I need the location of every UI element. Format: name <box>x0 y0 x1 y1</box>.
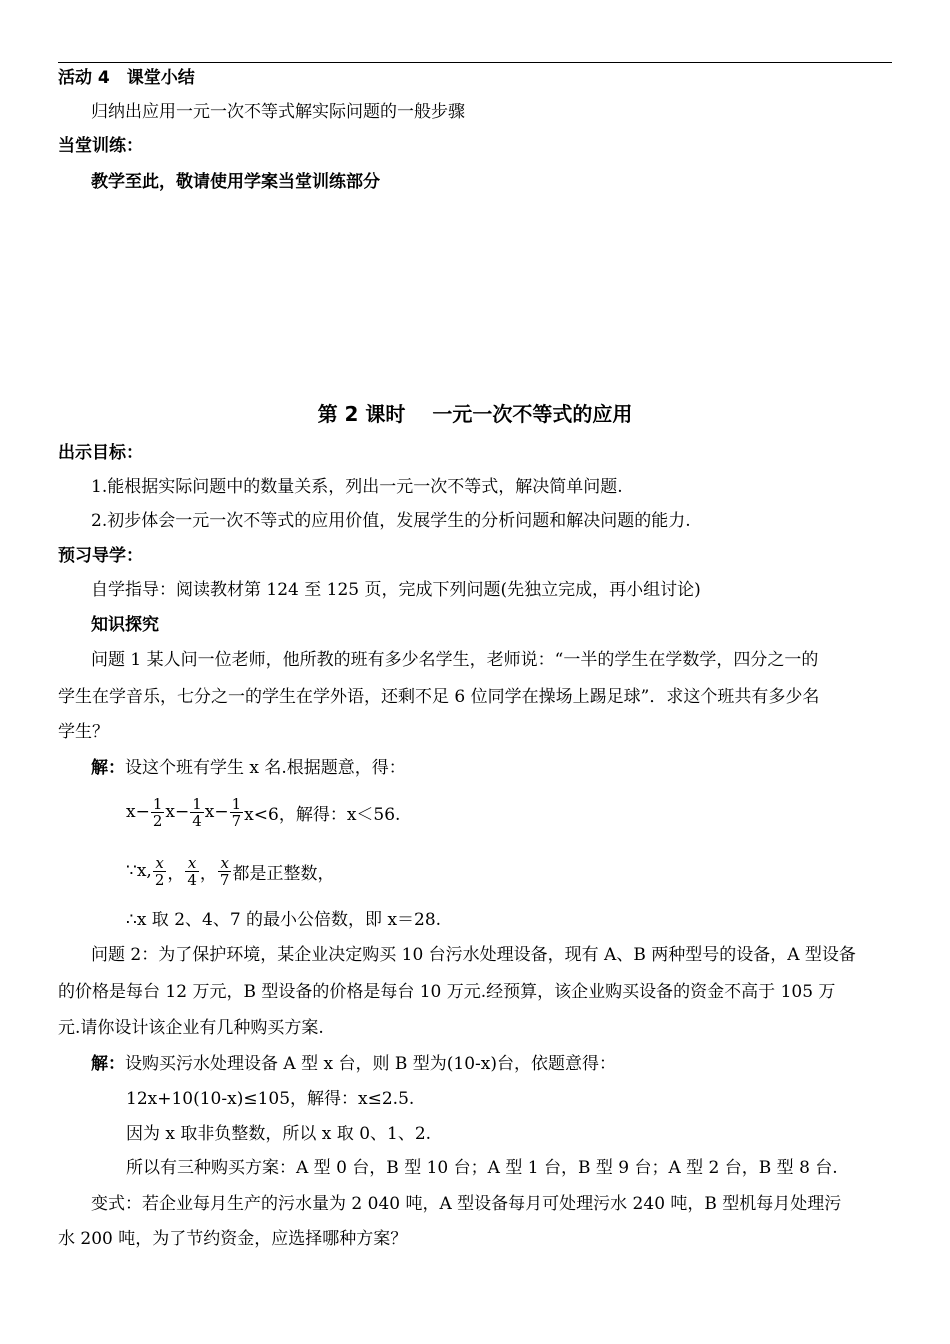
fraction-x-quarter: $\frac{x}{4}$ <box>187 853 197 889</box>
eq-result: x<6，解得：x＜56. <box>244 804 401 825</box>
variant-line2: 水 200 吨，为了节约资金，应选择哪种方案？ <box>58 1229 408 1249</box>
eq-term-1: x− <box>126 802 150 822</box>
training-heading: 当堂训练： <box>58 136 143 156</box>
problem2-line1: 问题 2：为了保护环境，某企业决定购买 10 台污水处理设备，现有 A、B 两种型号的设备，A 型设备 <box>91 945 856 965</box>
because-statement <box>126 851 334 891</box>
goal-2: 2.初步体会一元一次不等式的应用价值，发展学生的分析问题和解决问题的能力. <box>91 511 691 531</box>
problem2-plans: 所以有三种购买方案：A 型 0 台，B 型 10 台；A 型 1 台，B 型 9 台；A 型 2 台，B 型 8 台. <box>126 1158 838 1178</box>
problem2-inequality: 12x+10(10-x)≤105，解得：x≤2.5. <box>126 1089 415 1109</box>
fraction-x-seventh: $\frac{x}{7}$ <box>219 853 230 889</box>
solution-text: 设购买污水处理设备 A 型 x 台，则 B 型为(10-x)台，依题意得： <box>125 1054 617 1074</box>
problem1-line3: 学生？ <box>58 722 109 742</box>
comma: ， <box>167 863 185 884</box>
fraction-one-half: $\frac{1}{2}$ <box>152 794 163 830</box>
solution-label: 解： <box>91 758 125 778</box>
problem2-nonnegative: 因为 x 取非负整数，所以 x 取 0、1、2. <box>126 1124 432 1144</box>
problem2-line3: 元.请你设计该企业有几种购买方案. <box>58 1018 324 1038</box>
solution-text: 设这个班有学生 x 名.根据题意，得： <box>125 758 406 778</box>
eq-term-3: x− <box>204 802 229 822</box>
variant-line1: 变式：若企业每月生产的污水量为 2 040 吨，A 型设备每月可处理污水 240 吨，B 型机每月处理污 <box>91 1194 842 1214</box>
eq-term-2: x− <box>165 802 190 822</box>
activity-summary: 归纳出应用一元一次不等式解实际问题的一般步骤 <box>91 102 465 122</box>
lesson-title: 第 2 课时 一元一次不等式的应用 <box>317 402 633 426</box>
knowledge-heading: 知识探究 <box>91 615 159 635</box>
fraction-x-half: $\frac{x}{2}$ <box>154 853 165 889</box>
goal-1: 1.能根据实际问题中的数量关系，列出一元一次不等式，解决简单问题. <box>91 477 623 497</box>
problem1-line2: 学生在学音乐，七分之一的学生在学外语，还剩不足 6 位同学在操场上踢足球”．求这个班共有多少名 <box>58 687 820 707</box>
problem2-solution <box>91 1054 616 1074</box>
goals-heading: 出示目标： <box>58 443 143 463</box>
fraction-one-quarter: $\frac{1}{4}$ <box>192 794 202 830</box>
therefore-statement: ∴x 取 2、4、7 的最小公倍数，即 x＝28. <box>126 910 442 930</box>
problem1-line1: 问题 1 某人问一位老师，他所教的班有多少名学生，老师说：“一半的学生在学数学，四分之一的 <box>91 650 819 670</box>
solution-label: 解： <box>91 1054 125 1074</box>
problem1-solution <box>91 758 406 778</box>
fraction-one-seventh: $\frac{1}{7}$ <box>231 794 242 830</box>
problem2-line2: 的价格是每台 12 万元，B 型设备的价格是每台 10 万元.经预算，该企业购买设备的资金不高于 105 万 <box>58 982 836 1002</box>
self-study-instruction: 自学指导：阅读教材第 124 至 125 页，完成下列问题(先独立完成，再小组讨论) <box>91 580 701 600</box>
training-note: 教学至此，敬请使用学案当堂训练部分 <box>91 172 380 192</box>
because-rest: 都是正整数， <box>232 863 335 884</box>
because-text: ∵x, <box>126 861 152 881</box>
top-rule <box>58 62 892 63</box>
inequality-equation <box>126 792 400 832</box>
preview-heading: 预习导学： <box>58 546 143 566</box>
comma: ， <box>199 863 217 884</box>
activity-heading: 活动 4 课堂小结 <box>58 68 195 88</box>
